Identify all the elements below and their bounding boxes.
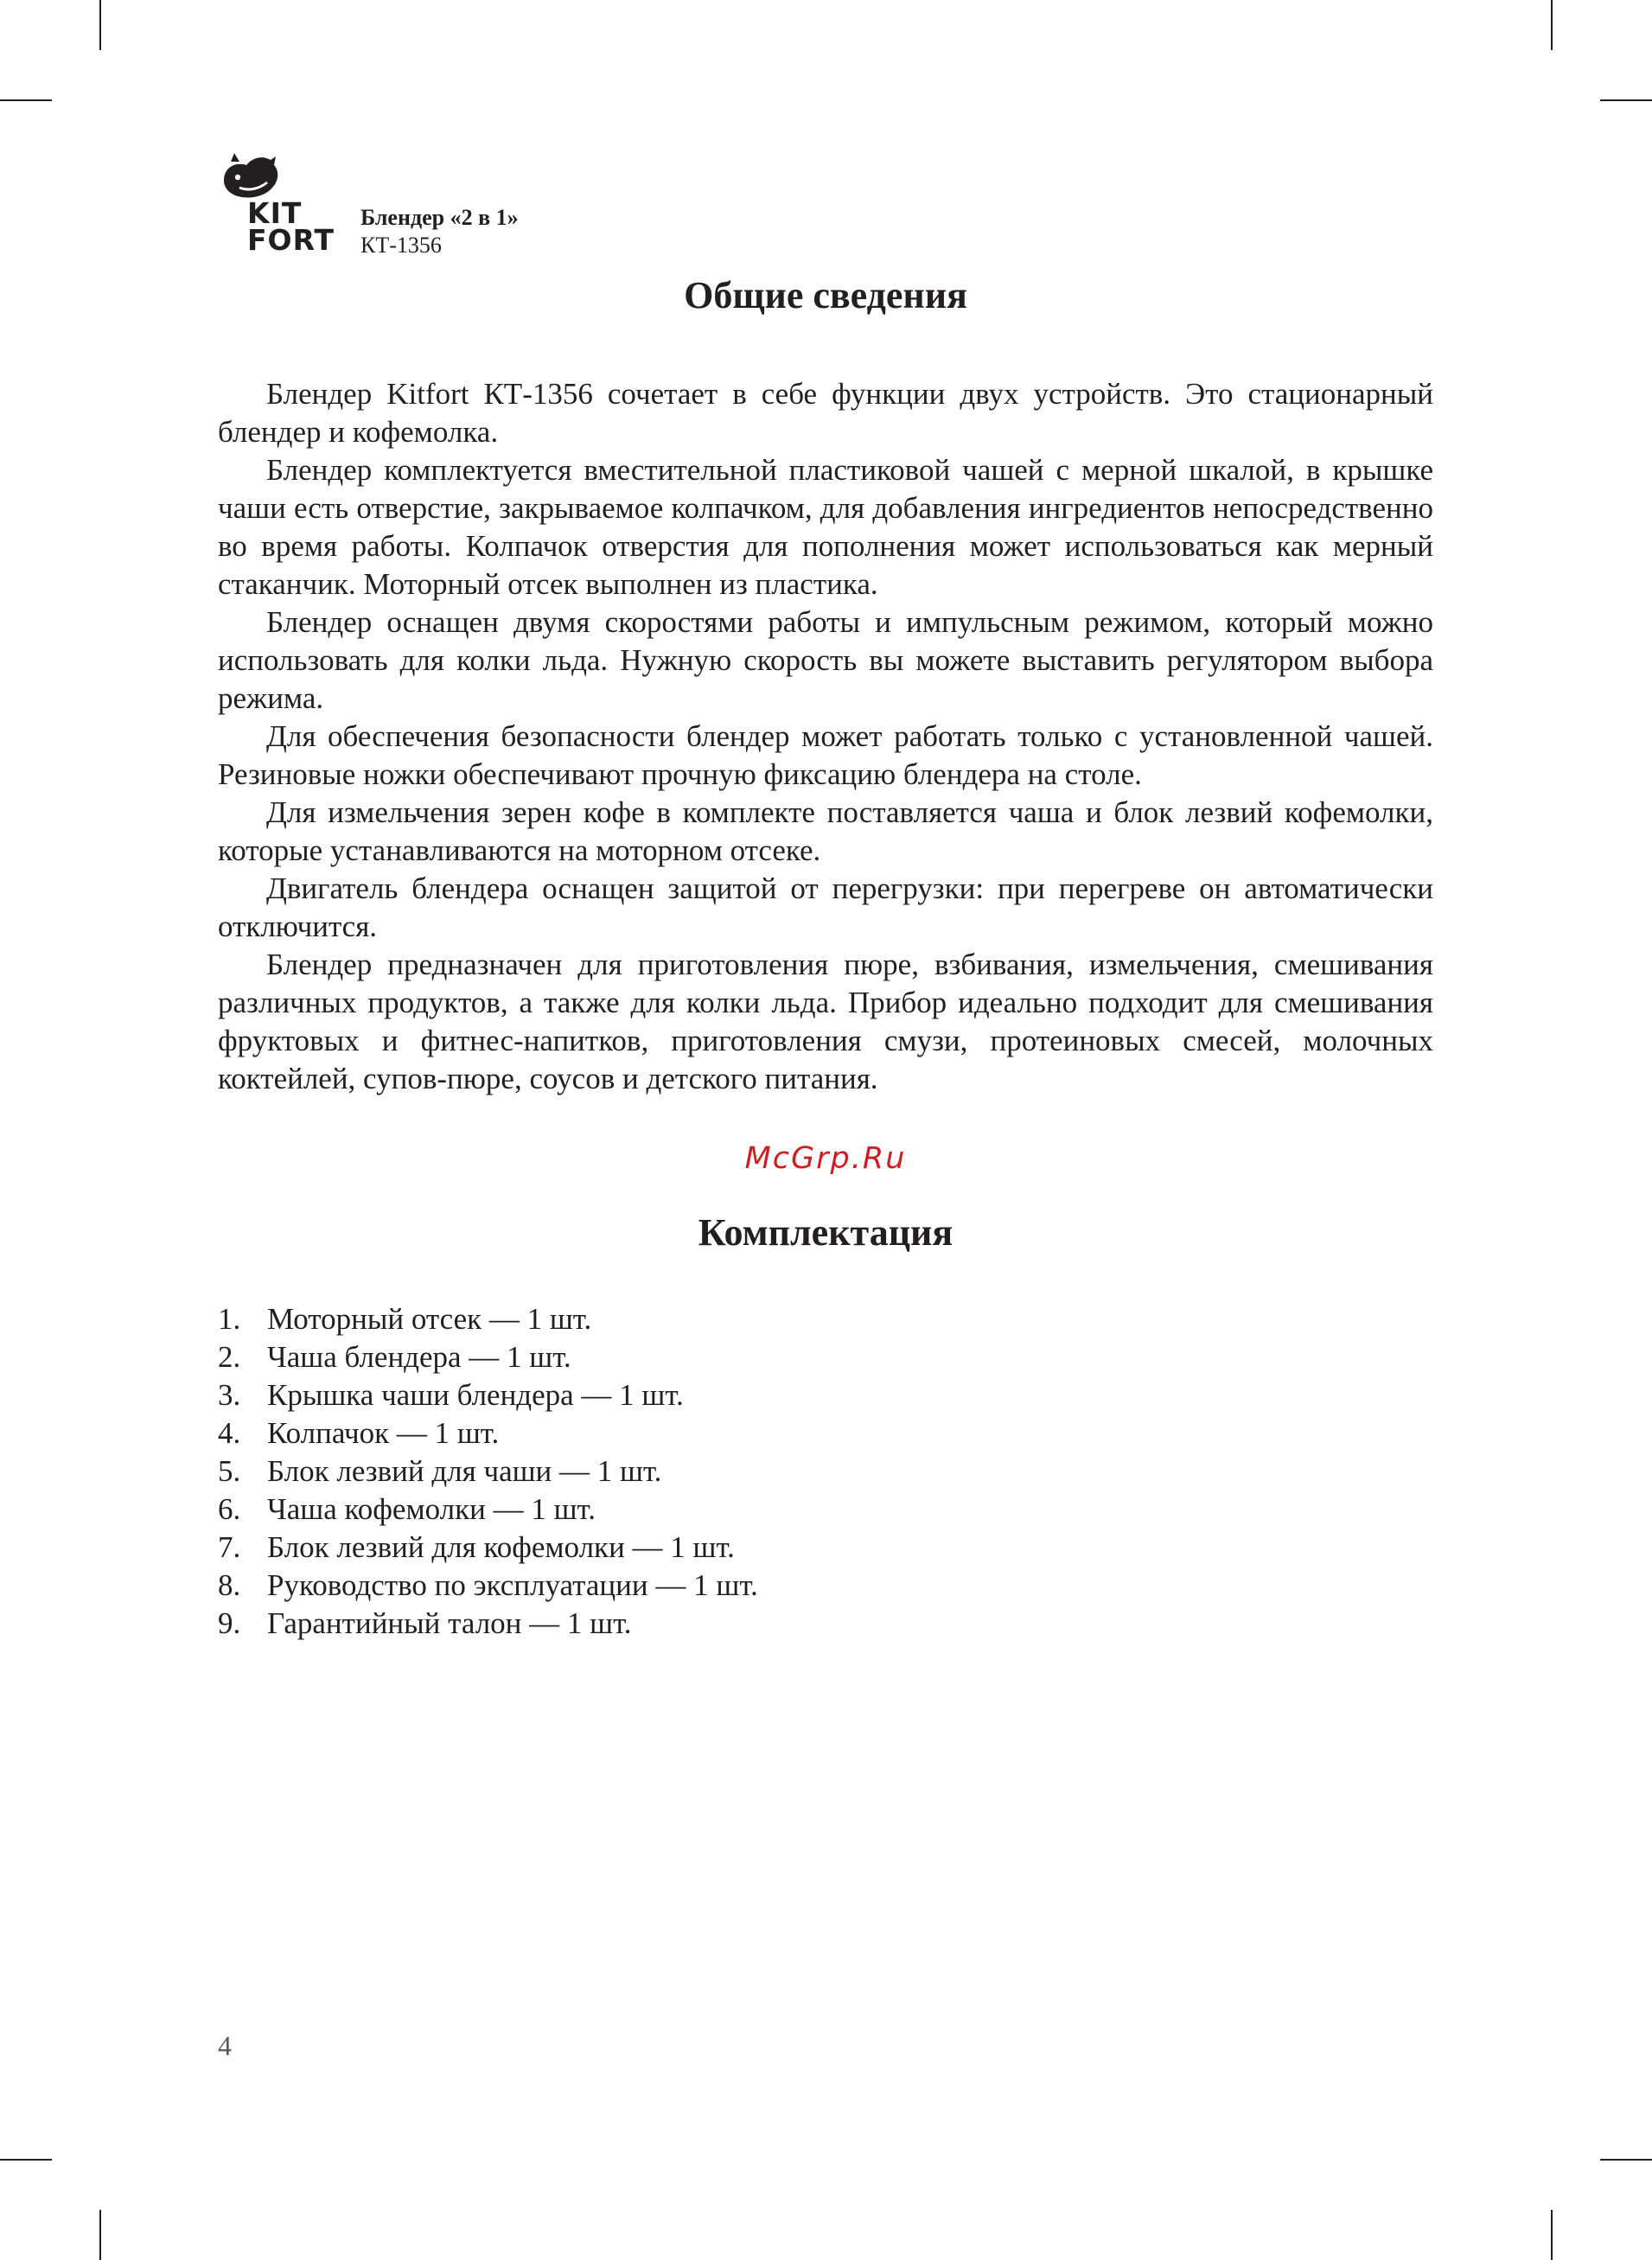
- list-item-number: 9.: [218, 1606, 241, 1640]
- paragraph: Блендер оснащен двумя скоростями работы и импульсным режимом, который можно использовать для колки льда. Нужную скорость вы можете выставить регулятором выбора режима.: [218, 605, 1433, 715]
- kitfort-bird-icon: [219, 151, 281, 203]
- list-item: [218, 1300, 1433, 1338]
- crop-mark: [99, 0, 101, 50]
- list-item: [218, 1567, 1433, 1605]
- paragraph: Для обеспечения безопасности блендер может работать только с установленной чашей. Резиновые ножки обеспечивают прочную фиксацию блендера на столе.: [218, 719, 1433, 791]
- page-number: 4: [218, 2030, 232, 2061]
- crop-mark: [0, 2159, 52, 2161]
- kitfort-logo: [216, 151, 335, 259]
- crop-mark: [99, 2210, 101, 2260]
- list-item: [218, 1529, 1433, 1567]
- product-heading: [360, 204, 519, 259]
- crop-mark: [1551, 2210, 1553, 2260]
- list-item-number: 8.: [218, 1568, 241, 1602]
- watermark-link[interactable]: McGrp.Ru: [744, 1141, 907, 1176]
- list-item: [218, 1338, 1433, 1376]
- list-item-number: 5.: [218, 1454, 241, 1488]
- crop-mark: [0, 99, 52, 101]
- list-item-number: 2.: [218, 1340, 241, 1374]
- list-item-number: 7.: [218, 1530, 241, 1564]
- list-item-text: Колпачок — 1 шт.: [267, 1416, 500, 1450]
- paragraph: Блендер комплектуется вместительной пластиковой чашей с мерной шкалой, в крышке чаши есть отверстие, закрываемое колпачком, для добавления ингредиентов непосредственно во время работы. Колпачок отверстия для пополнения может использоваться как мерный стаканчик. Моторный отсек выполнен из пластика.: [218, 453, 1433, 601]
- general-paragraphs: [218, 375, 1433, 1098]
- paragraph: Блендер предназначен для приготовления пюре, взбивания, измельчения, смешивания различных продуктов, а также для колки льда. Прибор идеально подходит для смешивания фруктовых и фитнес-напитков, приготовления смузи, протеиновых смесей, молочных коктейлей, супов-пюре, соусов и детского питания.: [218, 948, 1433, 1095]
- paragraph: Для измельчения зерен кофе в комплекте поставляется чаша и блок лезвий кофемолки, которые устанавливаются на моторном отсеке.: [218, 795, 1433, 867]
- section-title-contents: Комплектация: [698, 1211, 954, 1254]
- logo-line-2: FORT: [247, 223, 335, 257]
- list-item: [218, 1452, 1433, 1491]
- list-item-text: Чаша блендера — 1 шт.: [267, 1340, 571, 1374]
- list-item-number: 4.: [218, 1416, 241, 1450]
- logo-wordmark: [247, 196, 335, 257]
- page-content: [218, 270, 1433, 1643]
- list-item-number: 6.: [218, 1492, 241, 1526]
- paragraph: Двигатель блендера оснащен защитой от перегрузки: при перегреве он автоматически отключится.: [218, 871, 1433, 943]
- list-item-text: Моторный отсек — 1 шт.: [267, 1302, 592, 1336]
- crop-mark: [1600, 99, 1652, 101]
- list-item: [218, 1414, 1433, 1452]
- list-item-text: Руководство по эксплуатации — 1 шт.: [267, 1568, 758, 1602]
- list-item-number: 1.: [218, 1302, 241, 1336]
- list-item-number: 3.: [218, 1378, 241, 1412]
- contents-list: [218, 1300, 1433, 1643]
- product-name: Блендер «2 в 1»: [360, 205, 519, 230]
- list-item: [218, 1491, 1433, 1529]
- product-model: КТ-1356: [360, 233, 442, 258]
- list-item-text: Гарантийный талон — 1 шт.: [267, 1606, 632, 1640]
- list-item: [218, 1605, 1433, 1643]
- section-title-general: Общие сведения: [684, 274, 967, 316]
- paragraph: Блендер Kitfort КТ-1356 сочетает в себе функции двух устройств. Это стационарный блендер и кофемолка.: [218, 377, 1433, 449]
- list-item-text: Чаша кофемолки — 1 шт.: [267, 1492, 596, 1526]
- list-item-text: Крышка чаши блендера — 1 шт.: [267, 1378, 684, 1412]
- crop-mark: [1551, 0, 1553, 50]
- list-item: [218, 1376, 1433, 1414]
- list-item-text: Блок лезвий для кофемолки — 1 шт.: [267, 1530, 735, 1564]
- logo-line-1: KIT: [247, 196, 303, 230]
- crop-mark: [1600, 2159, 1652, 2161]
- list-item-text: Блок лезвий для чаши — 1 шт.: [267, 1454, 662, 1488]
